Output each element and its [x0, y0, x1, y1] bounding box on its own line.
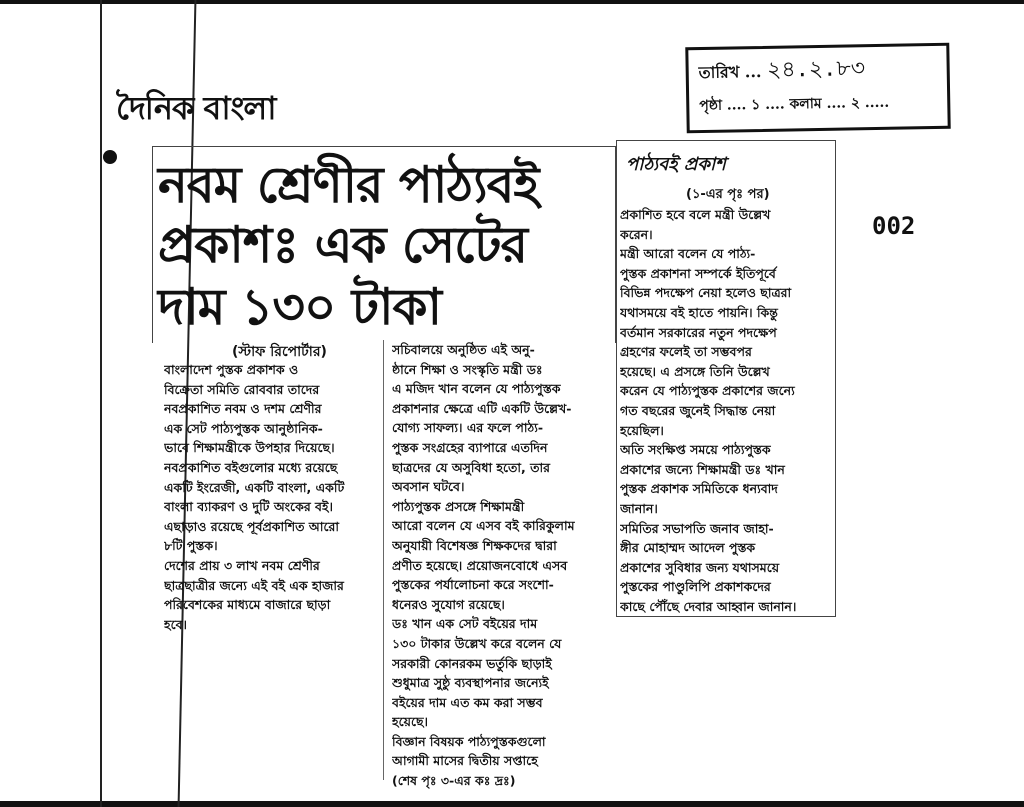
newspaper-name: দৈনিক বাংলা [116, 89, 276, 127]
col2-line: পাঠ্যপুস্তক প্রসঙ্গে শিক্ষামন্ত্রী [392, 498, 525, 514]
stamp-date-label: তারিখ [698, 62, 740, 83]
story-column-divider [383, 340, 384, 780]
col2-line: সচিবালয়ে অনুষ্ঠিত এই অনু- [392, 342, 535, 357]
col1-line: একটি ইংরেজী, একটি বাংলা, একটি [164, 479, 345, 495]
cont-line: সমিতির সভাপতি জনাব জাহা- [620, 520, 774, 536]
col1-line: ছাত্রছাত্রীর জন্যে এই বই এক হাজার [164, 577, 344, 593]
col1-line: এছাড়াও রয়েছে পূর্বপ্রকাশিত আরো [164, 518, 339, 534]
cont-line: পুস্তক প্রকাশনা সম্পর্কে ইতিপূর্বে [620, 265, 776, 281]
col2-line: এ মজিদ খান বলেন যে পাঠ্যপুস্তক [392, 381, 561, 397]
col2-line: প্রকাশনার ক্ষেত্রে এটি একটি উল্লেখ- [392, 400, 572, 416]
cont-line: মন্ত্রী আরো বলেন যে পাঠ্য- [620, 246, 756, 262]
scan-top-edge [0, 0, 1024, 4]
cont-line: বিভিন্ন পদক্ষেপ নেয়া হলেও ছাত্ররা [620, 285, 792, 301]
col1-line: নবপ্রকাশিত বইগুলোর মধ্যে রয়েছে [164, 459, 338, 475]
headline-line-3: দাম ১৩০ টাকা [158, 277, 442, 336]
cont-line: ঙ্গীর মোহাম্মদ আদেল পুস্তক [620, 540, 756, 556]
col1-line: বাংলা ব্যাকরণ ও দুটি অংকের বই। [164, 499, 333, 515]
col2-line: বইয়ের দাম এত কম করা সম্ভব [392, 694, 543, 710]
stamp-page-value: ১ [751, 97, 761, 114]
col2-line: ১৩০ টাকার উল্লেখ করে বলেন যে [392, 635, 562, 651]
story-column-2 [392, 340, 610, 791]
col2-line: অনুযায়ী বিশেষজ্ঞ শিক্ষকদের দ্বারা [392, 537, 557, 553]
archive-stamp: তারিখ ... ২৪.২.৮৩ পৃষ্ঠা .... ১ .... কলাম .... ২ ..... [685, 43, 950, 134]
cont-line: পুস্তকের পাণ্ডুলিপি প্রকাশকদের [620, 579, 771, 595]
story-column-1 [164, 360, 378, 634]
col2-line: অবসান ঘটবে। [392, 479, 465, 495]
stamp-column-value: ২ [850, 95, 861, 112]
cont-line: করেন যে পাঠ্যপুস্তক প্রকাশের জন্যে [620, 383, 795, 399]
col1-line: বিক্রেতা সমিতি রোববার তাদের [164, 381, 320, 397]
cont-line: প্রকাশের সুবিধার জন্য যথাসময়ে [620, 559, 780, 575]
col2-line: ছাত্রদের যে অসুবিধা হতো, তার [392, 459, 550, 475]
col2-line: ধনেরও সুযোগ রয়েছে। [392, 596, 505, 612]
col2-line: সরকারী কোনরকম ভর্তুকি ছাড়াই [392, 655, 552, 671]
headline-line-1: নবম শ্রেণীর পাঠ্যবই [158, 155, 539, 214]
cont-line: হয়েছিল। [620, 422, 664, 438]
cont-line: গত বছরের জুনেই সিদ্ধান্ত নেয়া [620, 402, 776, 418]
col2-line: পুস্তক সংগ্রহের ব্যাপারে এতদিন [392, 439, 548, 455]
cont-line: কাছে পৌঁছে দেবার আহ্বান জানান। [620, 598, 797, 614]
col2-line: (শেষ পৃঃ ৩-এর কঃ দ্রঃ) [392, 773, 516, 789]
col2-line: আগামী মাসের দ্বিতীয় সপ্তাহে [392, 753, 538, 769]
col1-line: নবপ্রকাশিত নবম ও দশম শ্রেণীর [164, 401, 322, 417]
col2-line: পুস্তকের পর্যালোচনা করে সংশো- [392, 577, 554, 593]
col1-line: ভাবে শিক্ষামন্ত্রীকে উপহার দিয়েছে। [164, 440, 335, 456]
col1-line: পরিবেশকের মাধ্যমে বাজারে ছাড়া [164, 597, 331, 613]
archive-code: 002 [872, 212, 916, 240]
col1-line: হবে। [164, 616, 188, 632]
cont-line: অতি সংক্ষিপ্ত সময়ে পাঠ্যপুস্তক [620, 442, 771, 458]
col2-line: ষ্ঠানে শিক্ষা ও সংস্কৃতি মন্ত্রী ডঃ [392, 361, 543, 377]
col1-line: দেশের প্রায় ৩ লাখ নবম শ্রেণীর [164, 557, 320, 573]
punch-hole [103, 150, 117, 164]
col2-line: প্রণীত হয়েছে। প্রয়োজনবোধে এসব [392, 557, 568, 573]
scan-bottom-edge [0, 801, 1024, 807]
cont-line: জানান। [620, 500, 658, 516]
col2-line: হয়েছে। [392, 714, 429, 730]
headline-line-2: প্রকাশঃ এক সেটের [158, 215, 528, 274]
cont-line: পুস্তক প্রকাশক সমিতিকে ধন্যবাদ [620, 481, 778, 497]
cont-line: বর্তমান সরকারের নতুন পদক্ষেপ [620, 324, 777, 340]
cont-line: গ্রহণের ফলেই তা সম্ভবপর [620, 344, 752, 360]
cont-line: প্রকাশিত হবে বলে মন্ত্রী উল্লেখ [620, 207, 771, 222]
cont-line: করেন। [620, 226, 653, 242]
stamp-column-label: কলাম [789, 95, 822, 113]
continuation-title: পাঠ্যবই প্রকাশ [626, 154, 726, 175]
cont-line: প্রকাশের জন্যে শিক্ষামন্ত্রী ডঃ খান [620, 461, 785, 477]
col2-line: বিজ্ঞান বিষয়ক পাঠ্যপুস্তকগুলো [392, 733, 546, 749]
cont-line: যথাসময়ে বই হাতে পায়নি। কিন্তু [620, 304, 778, 320]
col2-line: যোগ্য সাফল্য। এর ফলে পাঠ্য- [392, 420, 544, 436]
col2-line: শুধুমাত্র সুষ্ঠু ব্যবস্থাপনার জন্যেই [392, 675, 549, 691]
col1-line: ৮টি পুস্তক। [164, 538, 218, 554]
col1-line: বাংলাদেশ পুস্তক প্রকাশক ও [164, 362, 299, 377]
col2-line: আরো বলেন যে এসব বই কারিকুলাম [392, 518, 575, 534]
byline: (স্টাফ রিপোর্টার) [232, 344, 327, 360]
continuation-subtitle: (১-এর পৃঃ পর) [686, 187, 770, 202]
stamp-page-label: পৃষ্ঠা [699, 97, 723, 115]
cont-line: হয়েছে। এ প্রসঙ্গে তিনি উল্লেখ [620, 363, 770, 379]
col2-line: ডঃ খান এক সেট বইয়ের দাম [392, 616, 538, 632]
continuation-column [620, 205, 832, 616]
scan-margin-line-left [100, 0, 102, 807]
col1-line: এক সেট পাঠ্যপুস্তক আনুষ্ঠানিক- [164, 420, 323, 436]
stamp-date-value: ২৪.২.৮৩ [766, 56, 866, 83]
